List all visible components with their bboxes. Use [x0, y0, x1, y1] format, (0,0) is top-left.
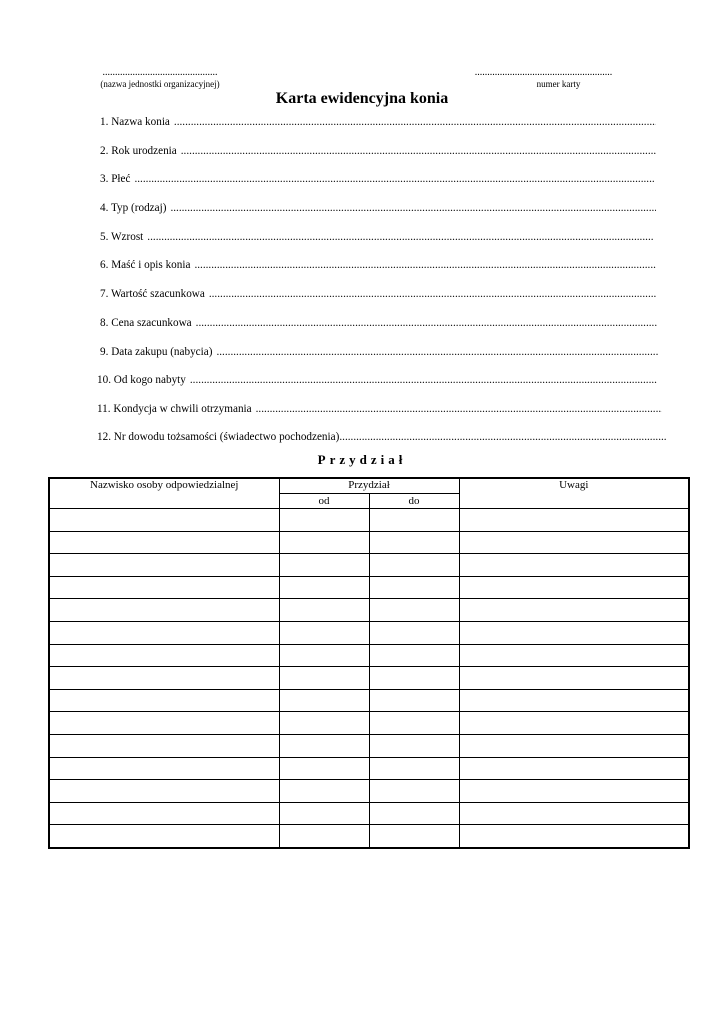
cell-to[interactable]: [369, 599, 459, 622]
cell-to[interactable]: [369, 734, 459, 757]
cell-to[interactable]: [369, 757, 459, 780]
table-row: [49, 825, 689, 848]
column-header-from: od: [279, 494, 369, 509]
cell-notes[interactable]: [459, 531, 689, 554]
cell-from[interactable]: [279, 734, 369, 757]
cell-to[interactable]: [369, 825, 459, 848]
cell-notes[interactable]: [459, 644, 689, 667]
field-leader[interactable]: [134, 172, 655, 186]
field-purchase-date[interactable]: [100, 345, 658, 359]
table-row: [49, 802, 689, 825]
column-header-to: do: [369, 494, 459, 509]
organization-unit-caption: (nazwa jednostki organizacyjnej): [100, 79, 220, 89]
cell-notes[interactable]: [459, 780, 689, 803]
table-row: [49, 599, 689, 622]
cell-notes[interactable]: [459, 554, 689, 577]
cell-responsible-person[interactable]: [49, 576, 279, 599]
organization-unit-block: [80, 68, 240, 89]
cell-from[interactable]: [279, 802, 369, 825]
organization-unit-line[interactable]: ..............................................: [102, 68, 218, 78]
cell-notes[interactable]: [459, 734, 689, 757]
field-type[interactable]: [100, 201, 656, 215]
cell-notes[interactable]: [459, 825, 689, 848]
cell-notes[interactable]: [459, 599, 689, 622]
cell-from[interactable]: [279, 667, 369, 690]
field-leader[interactable]: [181, 144, 656, 158]
cell-to[interactable]: [369, 644, 459, 667]
field-label: 3. Płeć: [100, 173, 131, 185]
field-acquired-from[interactable]: [97, 373, 657, 387]
cell-responsible-person[interactable]: [49, 599, 279, 622]
cell-notes[interactable]: [459, 757, 689, 780]
cell-from[interactable]: [279, 712, 369, 735]
cell-responsible-person[interactable]: [49, 689, 279, 712]
table-row: [49, 644, 689, 667]
field-leader[interactable]: [170, 201, 656, 215]
field-label: 6. Maść i opis konia: [100, 259, 191, 271]
field-leader[interactable]: [216, 345, 658, 359]
field-leader[interactable]: [196, 316, 657, 330]
field-label: 7. Wartość szacunkowa: [100, 288, 205, 300]
field-label: 5. Wzrost: [100, 231, 144, 243]
cell-notes[interactable]: [459, 576, 689, 599]
table-row: [49, 509, 689, 532]
cell-notes[interactable]: [459, 509, 689, 532]
section-title-assignment: Przydział: [317, 452, 407, 467]
field-label: 11. Kondycja w chwili otrzymania: [97, 403, 252, 415]
cell-notes[interactable]: [459, 802, 689, 825]
field-horse-name[interactable]: [100, 115, 656, 129]
cell-from[interactable]: [279, 644, 369, 667]
field-label: 10. Od kogo nabyty: [97, 374, 186, 386]
column-header-assignment: Przydział: [279, 478, 459, 494]
cell-responsible-person[interactable]: [49, 644, 279, 667]
cell-responsible-person[interactable]: [49, 667, 279, 690]
cell-responsible-person[interactable]: [49, 712, 279, 735]
cell-to[interactable]: [369, 576, 459, 599]
cell-from[interactable]: [279, 554, 369, 577]
field-estimated-value[interactable]: [100, 287, 657, 301]
cell-responsible-person[interactable]: [49, 734, 279, 757]
field-color-description[interactable]: [100, 258, 656, 272]
cell-to[interactable]: [369, 802, 459, 825]
cell-from[interactable]: [279, 576, 369, 599]
cell-to[interactable]: [369, 509, 459, 532]
field-sex[interactable]: [100, 172, 655, 186]
cell-responsible-person[interactable]: [49, 621, 279, 644]
field-label: 8. Cena szacunkowa: [100, 317, 192, 329]
cell-notes[interactable]: [459, 621, 689, 644]
assignment-table-body: [49, 509, 689, 848]
table-row: [49, 689, 689, 712]
field-label: 1. Nazwa konia: [100, 116, 170, 128]
field-label: 4. Typ (rodzaj): [100, 202, 167, 214]
cell-to[interactable]: [369, 531, 459, 554]
field-condition-on-receipt[interactable]: [97, 402, 662, 416]
cell-from[interactable]: [279, 509, 369, 532]
table-row: [49, 531, 689, 554]
cell-notes[interactable]: [459, 689, 689, 712]
cell-to[interactable]: [369, 667, 459, 690]
cell-notes[interactable]: [459, 667, 689, 690]
assignment-table: [48, 477, 690, 849]
cell-responsible-person[interactable]: [49, 757, 279, 780]
cell-from[interactable]: [279, 689, 369, 712]
card-number-line[interactable]: .......................................................: [474, 68, 613, 78]
field-estimated-price[interactable]: [100, 316, 657, 330]
field-birth-year[interactable]: [100, 144, 656, 158]
table-row: [49, 621, 689, 644]
cell-from[interactable]: [279, 621, 369, 644]
cell-to[interactable]: [369, 780, 459, 803]
field-leader[interactable]: [209, 287, 657, 301]
cell-responsible-person[interactable]: [49, 825, 279, 848]
table-row: [49, 712, 689, 735]
cell-responsible-person[interactable]: [49, 531, 279, 554]
cell-from[interactable]: [279, 757, 369, 780]
cell-responsible-person[interactable]: [49, 780, 279, 803]
table-row: [49, 757, 689, 780]
cell-responsible-person[interactable]: [49, 802, 279, 825]
cell-from[interactable]: [279, 531, 369, 554]
field-leader[interactable]: [256, 402, 662, 416]
table-row: [49, 667, 689, 690]
column-header-responsible-person: Nazwisko osoby odpowiedzialnej: [49, 478, 279, 509]
field-leader[interactable]: [339, 430, 666, 444]
field-height[interactable]: [100, 230, 654, 244]
field-leader[interactable]: [174, 115, 656, 129]
table-row: [49, 780, 689, 803]
cell-from[interactable]: [279, 825, 369, 848]
field-identity-document[interactable]: [97, 430, 666, 444]
cell-to[interactable]: [369, 689, 459, 712]
field-label: 9. Data zakupu (nabycia): [100, 346, 213, 358]
cell-notes[interactable]: [459, 712, 689, 735]
table-row: [49, 734, 689, 757]
table-row: [49, 554, 689, 577]
cell-from[interactable]: [279, 599, 369, 622]
table-row: [49, 576, 689, 599]
field-label: 12. Nr dowodu tożsamości (świadectwo pochodzenia): [97, 431, 340, 443]
field-leader[interactable]: [147, 230, 654, 244]
cell-to[interactable]: [369, 554, 459, 577]
field-leader[interactable]: [190, 373, 657, 387]
column-header-notes: Uwagi: [459, 478, 689, 509]
cell-responsible-person[interactable]: [49, 554, 279, 577]
document-title: Karta ewidencyjna konia: [275, 90, 449, 107]
cell-to[interactable]: [369, 621, 459, 644]
cell-from[interactable]: [279, 780, 369, 803]
card-number-block: [456, 68, 631, 89]
cell-to[interactable]: [369, 712, 459, 735]
field-label: 2. Rok urodzenia: [100, 145, 177, 157]
card-number-caption: numer karty: [536, 79, 581, 89]
field-leader[interactable]: [194, 258, 656, 272]
cell-responsible-person[interactable]: [49, 509, 279, 532]
